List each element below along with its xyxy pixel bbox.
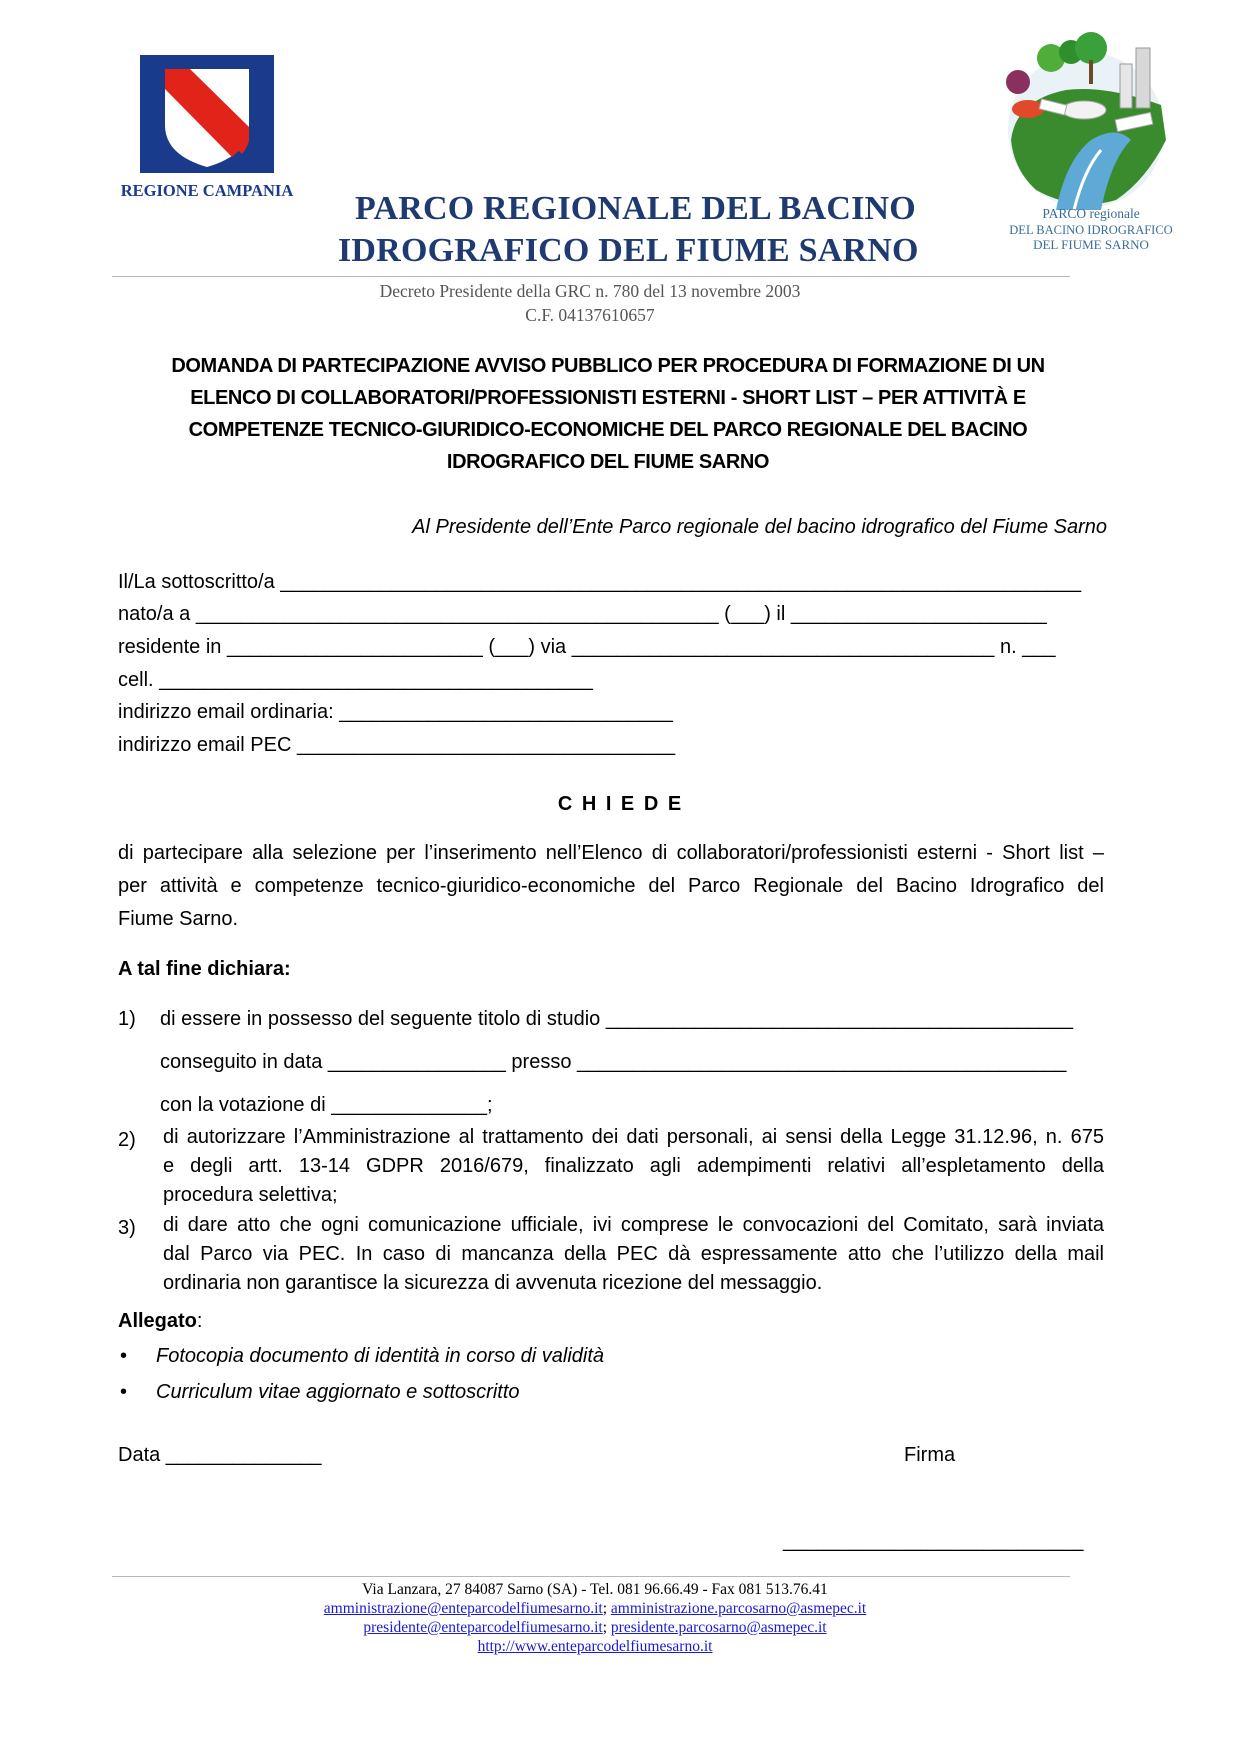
footer-emails-president: [0, 1618, 1190, 1637]
bullet-icon: •: [120, 1345, 128, 1367]
item-2-text: [163, 1123, 1104, 1210]
park-title-line1: PARCO REGIONALE DEL BACINO: [355, 190, 916, 227]
regione-campania-shield-icon: [120, 55, 300, 205]
attachments-heading: [118, 1310, 202, 1333]
item-2-number: 2): [118, 1129, 136, 1151]
bullet-icon: •: [120, 1381, 128, 1403]
footer-website: [0, 1637, 1190, 1656]
admin-pec-link[interactable]: amministrazione.parcosarno@asmepec.it: [610, 1600, 867, 1617]
signature-label: Firma: [904, 1444, 956, 1466]
item-2-line1: di autorizzare l’Amministrazione al trattamento dei dati personali, ai sensi della Legge 31.12.96, n. 675: [163, 1126, 1104, 1148]
form-heading-line4: IDROGRAFICO DEL FIUME SARNO: [446, 451, 770, 473]
item-3-line3: ordinaria non garantisce la sicurezza di avvenuta ricezione del messaggio.: [163, 1272, 823, 1294]
park-logo-line2: DEL BACINO IDROGRAFICO: [1009, 223, 1173, 237]
form-heading-line3: COMPETENZE TECNICO-GIURIDICO-ECONOMICHE DEL PARCO REGIONALE DEL BACINO: [188, 419, 1028, 441]
item-1-study-title[interactable]: di essere in possesso del seguente titolo di studio __________________________________________: [160, 1008, 1073, 1030]
attachments-colon: :: [196, 1310, 203, 1332]
signature-line[interactable]: ___________________________: [783, 1530, 1084, 1552]
header-divider: [112, 276, 1070, 277]
item-3-line2: dal Parco via PEC. In caso di mancanza della PEC dà espressamente atto che l’utilizzo della mail: [163, 1243, 1104, 1265]
president-email-link[interactable]: presidente@enteparcodelfiumesarno.it: [363, 1619, 603, 1636]
declares-title: A tal fine dichiara:: [118, 958, 291, 980]
admin-email-link[interactable]: amministrazione@enteparcodelfiumesarno.it: [323, 1600, 603, 1617]
request-title: C H I E D E: [557, 793, 684, 815]
item-1-grade[interactable]: con la votazione di ______________;: [160, 1094, 493, 1116]
parco-sarno-emblem-icon: [996, 30, 1186, 255]
date-field[interactable]: Data ______________: [118, 1444, 322, 1466]
footer-emails-admin: [0, 1599, 1190, 1618]
attachment-text: Curriculum vitae aggiornato e sottoscritto: [156, 1381, 520, 1403]
item-3-text: [163, 1211, 1104, 1298]
park-title-line2: IDROGRAFICO DEL FIUME SARNO: [338, 232, 919, 269]
item-1-number: 1): [118, 1008, 136, 1030]
footer-address: Via Lanzara, 27 84087 Sarno (SA) - Tel. 081 96.66.49 - Fax 081 513.76.41: [362, 1581, 828, 1598]
item-3-number: 3): [118, 1217, 136, 1239]
parco-sarno-logo: [996, 30, 1186, 255]
item-1-date-place[interactable]: conseguito in data ________________ presso ____________________________________________: [160, 1051, 1067, 1073]
footer: [0, 1580, 1190, 1656]
item-2-line3: procedura selettiva;: [163, 1184, 338, 1206]
request-paragraph: [118, 837, 1104, 936]
decree-text: Decreto Presidente della GRC n. 780 del 13 novembre 2003: [379, 281, 801, 301]
website-link[interactable]: http://www.enteparcodelfiumesarno.it: [477, 1638, 713, 1655]
birth-field[interactable]: nato/a a _______________________________________________ (___) il _______________________: [118, 603, 1047, 625]
request-line3: Fiume Sarno.: [118, 908, 239, 930]
request-line1: di partecipare alla selezione per l’inserimento nell’Elenco di collaboratori/professionisti esterni - Short list –: [118, 842, 1104, 864]
item-3-line1: di dare atto che ogni comunicazione ufficiale, ivi comprese le convocazioni del Comitato, sarà inviata: [163, 1214, 1104, 1236]
attachments-title: Allegato: [118, 1310, 197, 1332]
footer-separator: ;: [602, 1619, 611, 1636]
item-2-line2: e degli artt. 13-14 GDPR 2016/679, finalizzato agli adempimenti relativi all’espletamento della: [163, 1155, 1104, 1177]
park-logo-line3: DEL FIUME SARNO: [1033, 237, 1149, 252]
cell-field[interactable]: cell. _______________________________________: [118, 669, 593, 691]
addressee: Al Presidente dell’Ente Parco regionale del bacino idrografico del Fiume Sarno: [412, 516, 1107, 538]
regione-campania-logo: [120, 55, 300, 205]
pec-field[interactable]: indirizzo email PEC __________________________________: [118, 734, 676, 756]
footer-separator: ;: [602, 1600, 611, 1617]
signer-field[interactable]: Il/La sottoscritto/a ________________________________________________________________________: [118, 571, 1082, 593]
form-heading-line2: ELENCO DI COLLABORATORI/PROFESSIONISTI ESTERNI - SHORT LIST – PER ATTIVITÀ E: [190, 387, 1026, 409]
email-field[interactable]: indirizzo email ordinaria: ______________________________: [118, 701, 673, 723]
park-logo-line1: PARCO regionale: [1042, 206, 1140, 221]
form-heading: [118, 350, 1098, 478]
footer-divider: [112, 1576, 1070, 1577]
president-pec-link[interactable]: presidente.parcosarno@asmepec.it: [610, 1619, 827, 1636]
form-heading-line1: DOMANDA DI PARTECIPAZIONE AVVISO PUBBLICO PER PROCEDURA DI FORMAZIONE DI UN: [171, 355, 1045, 377]
attachment-text: Fotocopia documento di identità in corso di validità: [156, 1345, 605, 1367]
residence-field[interactable]: residente in _______________________ (___) via ______________________________________ n. ___: [118, 636, 1056, 658]
regione-campania-label: REGIONE CAMPANIA: [120, 181, 294, 200]
tax-code: C.F. 04137610657: [525, 305, 655, 325]
request-line2: per attività e competenze tecnico-giuridico-economiche del Parco Regionale del Bacino Idrografico del: [118, 875, 1104, 897]
